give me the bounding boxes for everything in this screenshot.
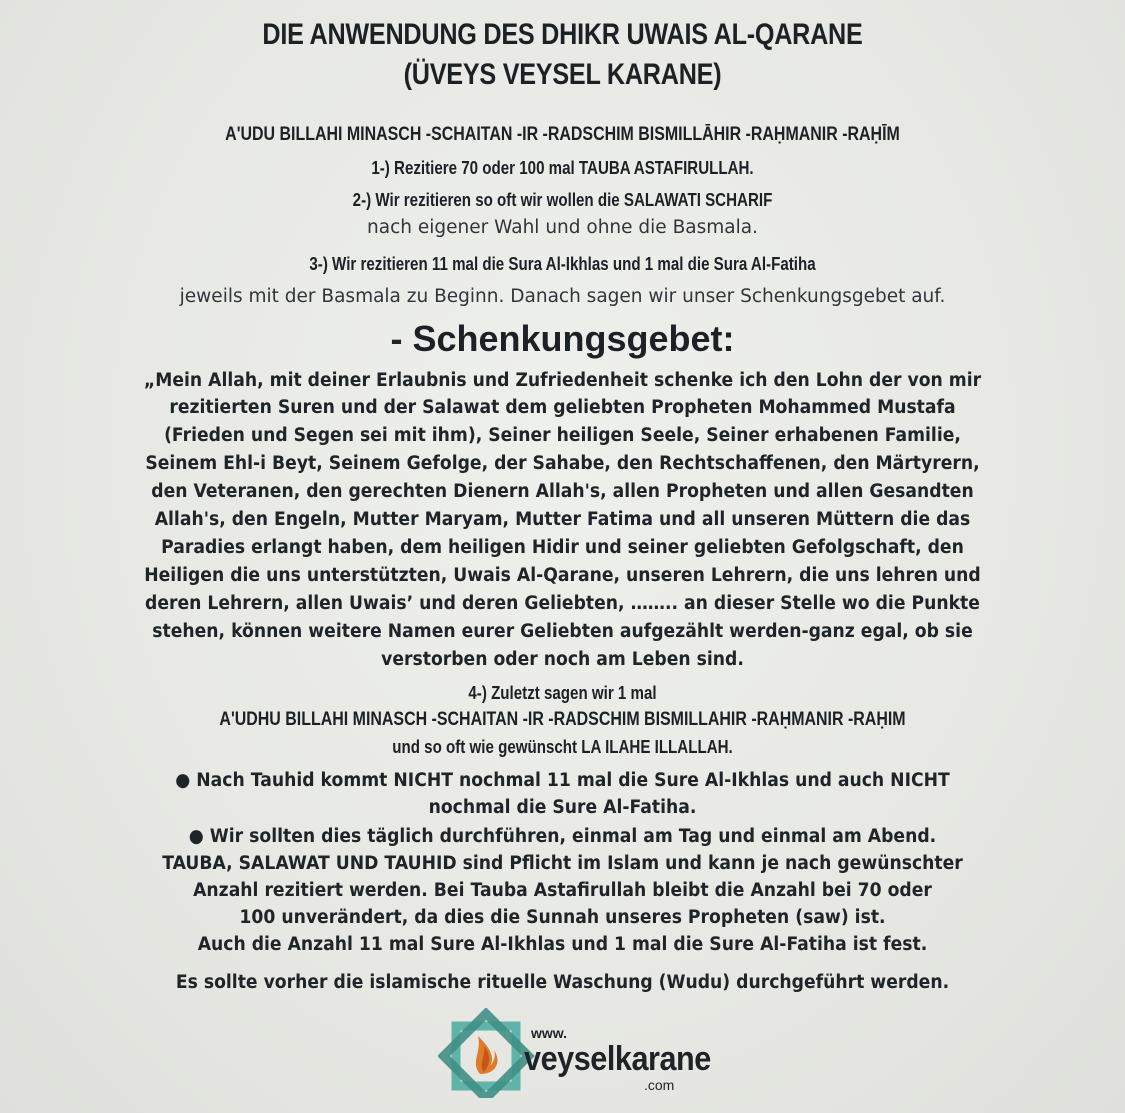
note-2-line: TAUBA, SALAWAT UND TAUHID sind Pflicht im Islam und kann je nach gewünschter bbox=[162, 853, 963, 874]
gift-prayer-line: rezitierten Suren und der Salawat dem geliebten Propheten Mohammed Mustafa bbox=[169, 397, 956, 418]
logo-brand-name: veyselkarane bbox=[524, 1040, 711, 1078]
step-2-heading: 2-) Wir rezitieren so oft wir wollen die SALAWATI SCHARIF bbox=[352, 190, 773, 210]
step-4-heading: 4-) Zuletzt sagen wir 1 mal bbox=[468, 683, 657, 703]
gift-prayer-line: Seinem Ehl-i Beyt, Seinem Gefolge, der Sahabe, den Rechtschaffenen, den Märtyrern, bbox=[145, 453, 980, 474]
gift-prayer-line: Allah's, den Engeln, Mutter Maryam, Mutter Fatima und all unseren Müttern die das bbox=[154, 509, 971, 530]
note-2-line: ● Wir sollten dies täglich durchführen, einmal am Tag und einmal am Abend. bbox=[188, 826, 937, 847]
gift-prayer-line: Heiligen die uns unterstützten, Uwais Al-Qarane, unseren Lehrern, die uns lehren und bbox=[144, 565, 981, 586]
gift-prayer-line: den Veteranen, den gerechten Dienern Allah's, allen Propheten und allen Gesandten bbox=[151, 481, 974, 502]
gift-prayer-line: „Mein Allah, mit deiner Erlaubnis und Zufriedenheit schenke ich den Lohn der von mir bbox=[143, 370, 982, 391]
step-3-detail: jeweils mit der Basmala zu Beginn. Danach sagen wir unser Schenkungsgebet auf. bbox=[179, 286, 946, 307]
gift-prayer-line: verstorben oder noch am Leben sind. bbox=[381, 649, 744, 670]
wudu-note: Es sollte vorher die islamische rituelle Waschung (Wudu) durchgeführt werden. bbox=[175, 972, 950, 993]
opening-invocation: A'UDU BILLAHI MINASCH -SCHAITAN -IR -RADSCHIM BISMILLĀHIR -RAḤMANIR -RAḤĪM bbox=[225, 124, 900, 145]
note-2-line: 100 unverändert, da dies die Sunnah unseres Propheten (saw) ist. bbox=[239, 907, 886, 928]
gift-prayer-line: (Frieden und Segen sei mit ihm), Seiner heiligen Seele, Seiner erhabenen Familie, bbox=[164, 425, 961, 446]
page-title-line-2: (ÜVEYS VEYSEL KARANE) bbox=[403, 58, 722, 91]
step-4-opening: A'UDHU BILLAHI MINASCH -SCHAITAN -IR -RADSCHIM BISMILLAHIR -RAḤMANIR -RAḤIM bbox=[219, 709, 906, 730]
step-3-heading: 3-) Wir rezitieren 11 mal die Sura Al-Ikhlas und 1 mal die Sura Al-Fatiha bbox=[309, 254, 816, 274]
gift-prayer-line: stehen, können weitere Namen eurer Geliebten aufgezählt werden-ganz egal, ob sie bbox=[152, 621, 973, 642]
page-title-line-1: DIE ANWENDUNG DES DHIKR UWAIS AL-QARANE bbox=[262, 18, 863, 51]
step-4-tauhid: und so oft wie gewünscht LA ILAHE ILLALLAH. bbox=[392, 737, 733, 757]
note-2-line: Auch die Anzahl 11 mal Sure Al-Ikhlas und 1 mal die Sure Al-Fatiha ist fest. bbox=[197, 934, 928, 955]
note-2-line: Anzahl rezitiert werden. Bei Tauba Astafirullah bleibt die Anzahl bei 70 oder bbox=[193, 880, 932, 901]
logo-www: www. bbox=[531, 1025, 568, 1041]
note-1-line: ● Nach Tauhid kommt NICHT nochmal 11 mal die Sure Al-Ikhlas und auch NICHT bbox=[175, 770, 950, 791]
gift-prayer-line: Paradies erlangt haben, dem heiligen Hidir und seiner geliebten Gefolgschaft, den bbox=[161, 537, 964, 558]
logo-tld: .com bbox=[644, 1077, 675, 1093]
gift-prayer-heading: - Schenkungsgebet: bbox=[390, 318, 735, 359]
step-2-detail: nach eigener Wahl und ohne die Basmala. bbox=[367, 217, 758, 238]
gift-prayer-line: deren Lehrern, allen Uwais’ und deren Geliebten, …….. an dieser Stelle wo die Punkte bbox=[145, 593, 980, 614]
step-1: 1-) Rezitiere 70 oder 100 mal TAUBA ASTAFIRULLAH. bbox=[371, 158, 754, 178]
note-1-line: nochmal die Sure Al-Fatiha. bbox=[428, 797, 697, 818]
